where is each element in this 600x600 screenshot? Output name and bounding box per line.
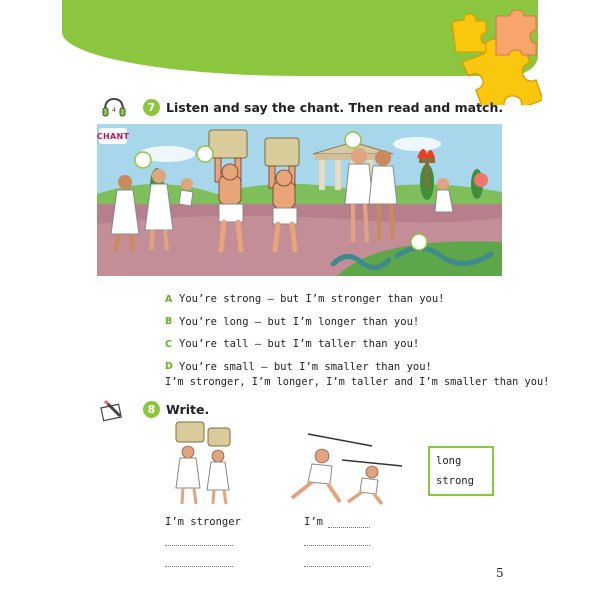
chant-line-d [165,356,545,379]
line-text: You’re small – but I’m smaller than you! [179,360,432,373]
line-text: You’re strong – but I’m stronger than you! [179,293,445,306]
line-text: You’re long – but I’m longer than you! [179,315,420,328]
line-letter: A [165,293,173,305]
chant-badge: CHANT [99,128,127,144]
answer-line-1a[interactable] [165,545,233,546]
line-letter: C [165,338,172,350]
chant-lines [165,288,545,378]
word-box [428,446,494,496]
chant-line-b [165,311,545,334]
answer-line-2b[interactable] [304,545,370,546]
answer-line-2a[interactable] [328,527,370,528]
exercise-7-heading [143,99,503,116]
line-letter: D [165,361,173,373]
word-strong: strong [436,475,474,487]
write-prompt-2: I’m [304,516,323,528]
puzzle-pieces-decoration [432,10,542,105]
exercise-8-heading [143,401,209,418]
headphones-icon [102,97,126,117]
workbook-page [62,0,550,600]
stone-lifters-illustration [170,420,240,508]
ancient-games-scene [97,124,502,276]
line-letter: B [165,316,173,328]
line-text: You’re tall – but I’m taller than you! [179,338,420,351]
word-long: long [436,455,462,467]
write-prompt-1: I’m stronger [165,516,241,528]
chant-chorus: I’m stronger, I’m longer, I’m taller and I’m smaller than you! [165,376,550,388]
pencil-icon [100,398,126,422]
chant-illustration [97,124,502,276]
answer-line-2c[interactable] [304,566,370,567]
exercise-number: 7 [143,99,160,116]
answer-line-1b[interactable] [165,566,233,567]
exercise-instruction: Write. [166,402,210,417]
chant-line-a [165,288,545,311]
exercise-number: 8 [143,401,160,418]
chant-line-c [165,333,545,356]
svg-text:4: 4 [112,107,116,114]
exercise-instruction: Listen and say the chant. Then read and match. [166,100,504,115]
page-number: 5 [496,566,504,580]
javelin-throwers-illustration [282,432,406,506]
